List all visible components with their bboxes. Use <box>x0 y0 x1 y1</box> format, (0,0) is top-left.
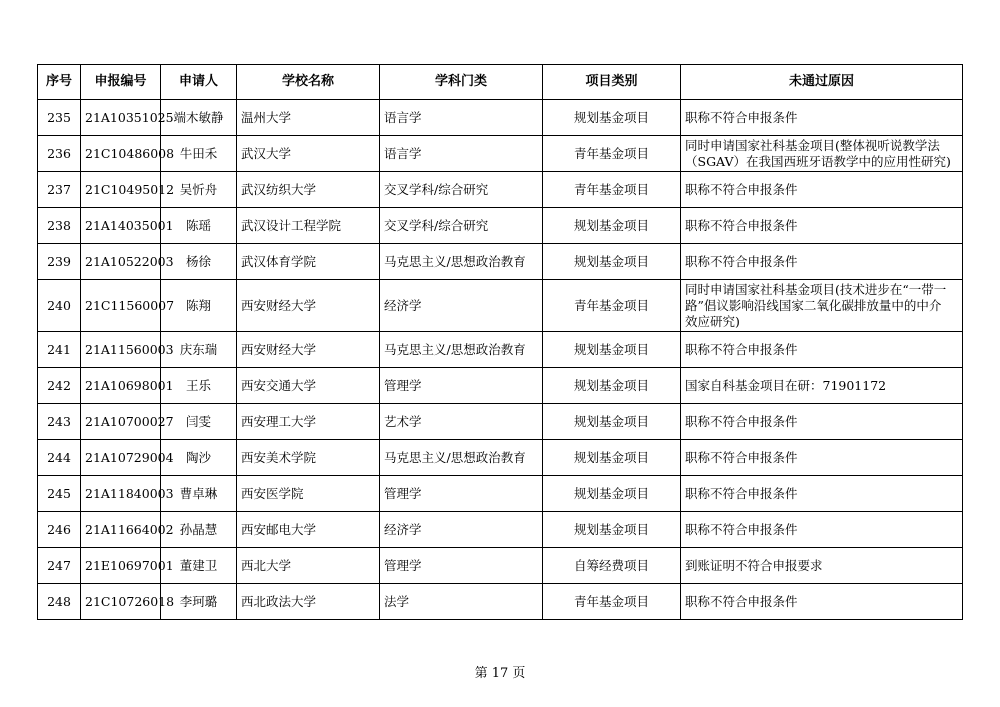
cell-code: 21A10522003 <box>81 244 161 280</box>
cell-discipline: 管理学 <box>380 368 543 404</box>
cell-reason: 职称不符合申报条件 <box>681 172 963 208</box>
cell-reason: 职称不符合申报条件 <box>681 584 963 620</box>
cell-code: 21E10697001 <box>81 548 161 584</box>
cell-discipline: 经济学 <box>380 512 543 548</box>
cell-seq: 242 <box>38 368 81 404</box>
cell-category: 青年基金项目 <box>543 280 681 332</box>
cell-reason: 到账证明不符合申报要求 <box>681 548 963 584</box>
cell-reason: 国家自科基金项目在研：71901172 <box>681 368 963 404</box>
cell-school: 西安交通大学 <box>237 368 380 404</box>
cell-school: 温州大学 <box>237 100 380 136</box>
table-row <box>38 404 963 440</box>
cell-applicant: 杨徐 <box>161 244 237 280</box>
cell-reason: 职称不符合申报条件 <box>681 476 963 512</box>
cell-discipline: 语言学 <box>380 136 543 172</box>
cell-applicant: 陶沙 <box>161 440 237 476</box>
cell-discipline: 艺术学 <box>380 404 543 440</box>
cell-category: 自筹经费项目 <box>543 548 681 584</box>
cell-school: 西北大学 <box>237 548 380 584</box>
col-header-category: 项目类别 <box>543 65 681 100</box>
cell-seq: 235 <box>38 100 81 136</box>
cell-discipline: 语言学 <box>380 100 543 136</box>
table-row <box>38 548 963 584</box>
col-header-applicant: 申请人 <box>161 65 237 100</box>
cell-discipline: 管理学 <box>380 476 543 512</box>
cell-code: 21A11664002 <box>81 512 161 548</box>
cell-applicant: 吴忻舟 <box>161 172 237 208</box>
cell-category: 规划基金项目 <box>543 332 681 368</box>
col-header-reason: 未通过原因 <box>681 65 963 100</box>
table-row <box>38 512 963 548</box>
cell-school: 西安邮电大学 <box>237 512 380 548</box>
cell-applicant: 曹卓琳 <box>161 476 237 512</box>
table-row <box>38 100 963 136</box>
col-header-code: 申报编号 <box>81 65 161 100</box>
cell-discipline: 马克思主义/思想政治教育 <box>380 244 543 280</box>
cell-seq: 243 <box>38 404 81 440</box>
cell-reason: 职称不符合申报条件 <box>681 404 963 440</box>
table-row <box>38 172 963 208</box>
cell-seq: 247 <box>38 548 81 584</box>
cell-category: 规划基金项目 <box>543 208 681 244</box>
cell-category: 规划基金项目 <box>543 404 681 440</box>
table-row <box>38 244 963 280</box>
cell-seq: 240 <box>38 280 81 332</box>
cell-reason: 职称不符合申报条件 <box>681 208 963 244</box>
cell-discipline: 马克思主义/思想政治教育 <box>380 440 543 476</box>
cell-seq: 245 <box>38 476 81 512</box>
cell-category: 青年基金项目 <box>543 172 681 208</box>
cell-code: 21A11560003 <box>81 332 161 368</box>
cell-category: 规划基金项目 <box>543 368 681 404</box>
cell-reason: 同时申请国家社科基金项目(整体视听说教学法 （SGAV）在我国西班牙语教学中的应用性研究) <box>681 136 963 172</box>
cell-code: 21A10351025 <box>81 100 161 136</box>
cell-code: 21C10486008 <box>81 136 161 172</box>
cell-category: 青年基金项目 <box>543 584 681 620</box>
cell-code: 21C11560007 <box>81 280 161 332</box>
cell-school: 武汉体育学院 <box>237 244 380 280</box>
cell-category: 规划基金项目 <box>543 476 681 512</box>
cell-seq: 239 <box>38 244 81 280</box>
rejection-table <box>37 64 963 620</box>
cell-discipline: 法学 <box>380 584 543 620</box>
cell-applicant: 陈瑶 <box>161 208 237 244</box>
cell-seq: 241 <box>38 332 81 368</box>
table-row <box>38 136 963 172</box>
cell-code: 21C10495012 <box>81 172 161 208</box>
table-row <box>38 280 963 332</box>
cell-school: 西安财经大学 <box>237 280 380 332</box>
cell-seq: 244 <box>38 440 81 476</box>
cell-seq: 236 <box>38 136 81 172</box>
table-row <box>38 440 963 476</box>
cell-reason: 职称不符合申报条件 <box>681 100 963 136</box>
cell-applicant: 孙晶慧 <box>161 512 237 548</box>
page-number: 第 17 页 <box>474 666 526 681</box>
cell-seq: 246 <box>38 512 81 548</box>
cell-seq: 237 <box>38 172 81 208</box>
cell-discipline: 经济学 <box>380 280 543 332</box>
cell-school: 武汉设计工程学院 <box>237 208 380 244</box>
cell-seq: 248 <box>38 584 81 620</box>
cell-applicant: 陈翔 <box>161 280 237 332</box>
cell-school: 武汉大学 <box>237 136 380 172</box>
cell-school: 西安财经大学 <box>237 332 380 368</box>
table-row <box>38 476 963 512</box>
col-header-seq: 序号 <box>38 65 81 100</box>
cell-reason: 职称不符合申报条件 <box>681 440 963 476</box>
cell-school: 西北政法大学 <box>237 584 380 620</box>
cell-reason: 同时申请国家社科基金项目(技术进步在“一带一 路”倡议影响沿线国家二氧化碳排放量中的中介 效应研究) <box>681 280 963 332</box>
table-row <box>38 584 963 620</box>
col-header-discipline: 学科门类 <box>380 65 543 100</box>
cell-applicant: 牛田禾 <box>161 136 237 172</box>
cell-school: 西安理工大学 <box>237 404 380 440</box>
cell-school: 西安美术学院 <box>237 440 380 476</box>
cell-reason: 职称不符合申报条件 <box>681 512 963 548</box>
table-row <box>38 208 963 244</box>
cell-discipline: 马克思主义/思想政治教育 <box>380 332 543 368</box>
cell-code: 21C10726018 <box>81 584 161 620</box>
cell-category: 规划基金项目 <box>543 512 681 548</box>
cell-category: 规划基金项目 <box>543 244 681 280</box>
cell-code: 21A10729004 <box>81 440 161 476</box>
cell-code: 21A14035001 <box>81 208 161 244</box>
cell-applicant: 闫雯 <box>161 404 237 440</box>
table-row <box>38 332 963 368</box>
cell-reason: 职称不符合申报条件 <box>681 332 963 368</box>
cell-applicant: 庆东瑞 <box>161 332 237 368</box>
cell-discipline: 管理学 <box>380 548 543 584</box>
cell-applicant: 王乐 <box>161 368 237 404</box>
cell-applicant: 董建卫 <box>161 548 237 584</box>
cell-discipline: 交叉学科/综合研究 <box>380 208 543 244</box>
table-row <box>38 368 963 404</box>
cell-discipline: 交叉学科/综合研究 <box>380 172 543 208</box>
cell-category: 青年基金项目 <box>543 136 681 172</box>
header-row <box>38 65 963 100</box>
cell-reason: 职称不符合申报条件 <box>681 244 963 280</box>
col-header-school: 学校名称 <box>237 65 380 100</box>
cell-code: 21A10700027 <box>81 404 161 440</box>
cell-code: 21A10698001 <box>81 368 161 404</box>
cell-applicant: 李珂璐 <box>161 584 237 620</box>
cell-code: 21A11840003 <box>81 476 161 512</box>
cell-school: 西安医学院 <box>237 476 380 512</box>
cell-applicant: 端木敏静 <box>161 100 237 136</box>
cell-seq: 238 <box>38 208 81 244</box>
cell-category: 规划基金项目 <box>543 440 681 476</box>
cell-category: 规划基金项目 <box>543 100 681 136</box>
cell-school: 武汉纺织大学 <box>237 172 380 208</box>
